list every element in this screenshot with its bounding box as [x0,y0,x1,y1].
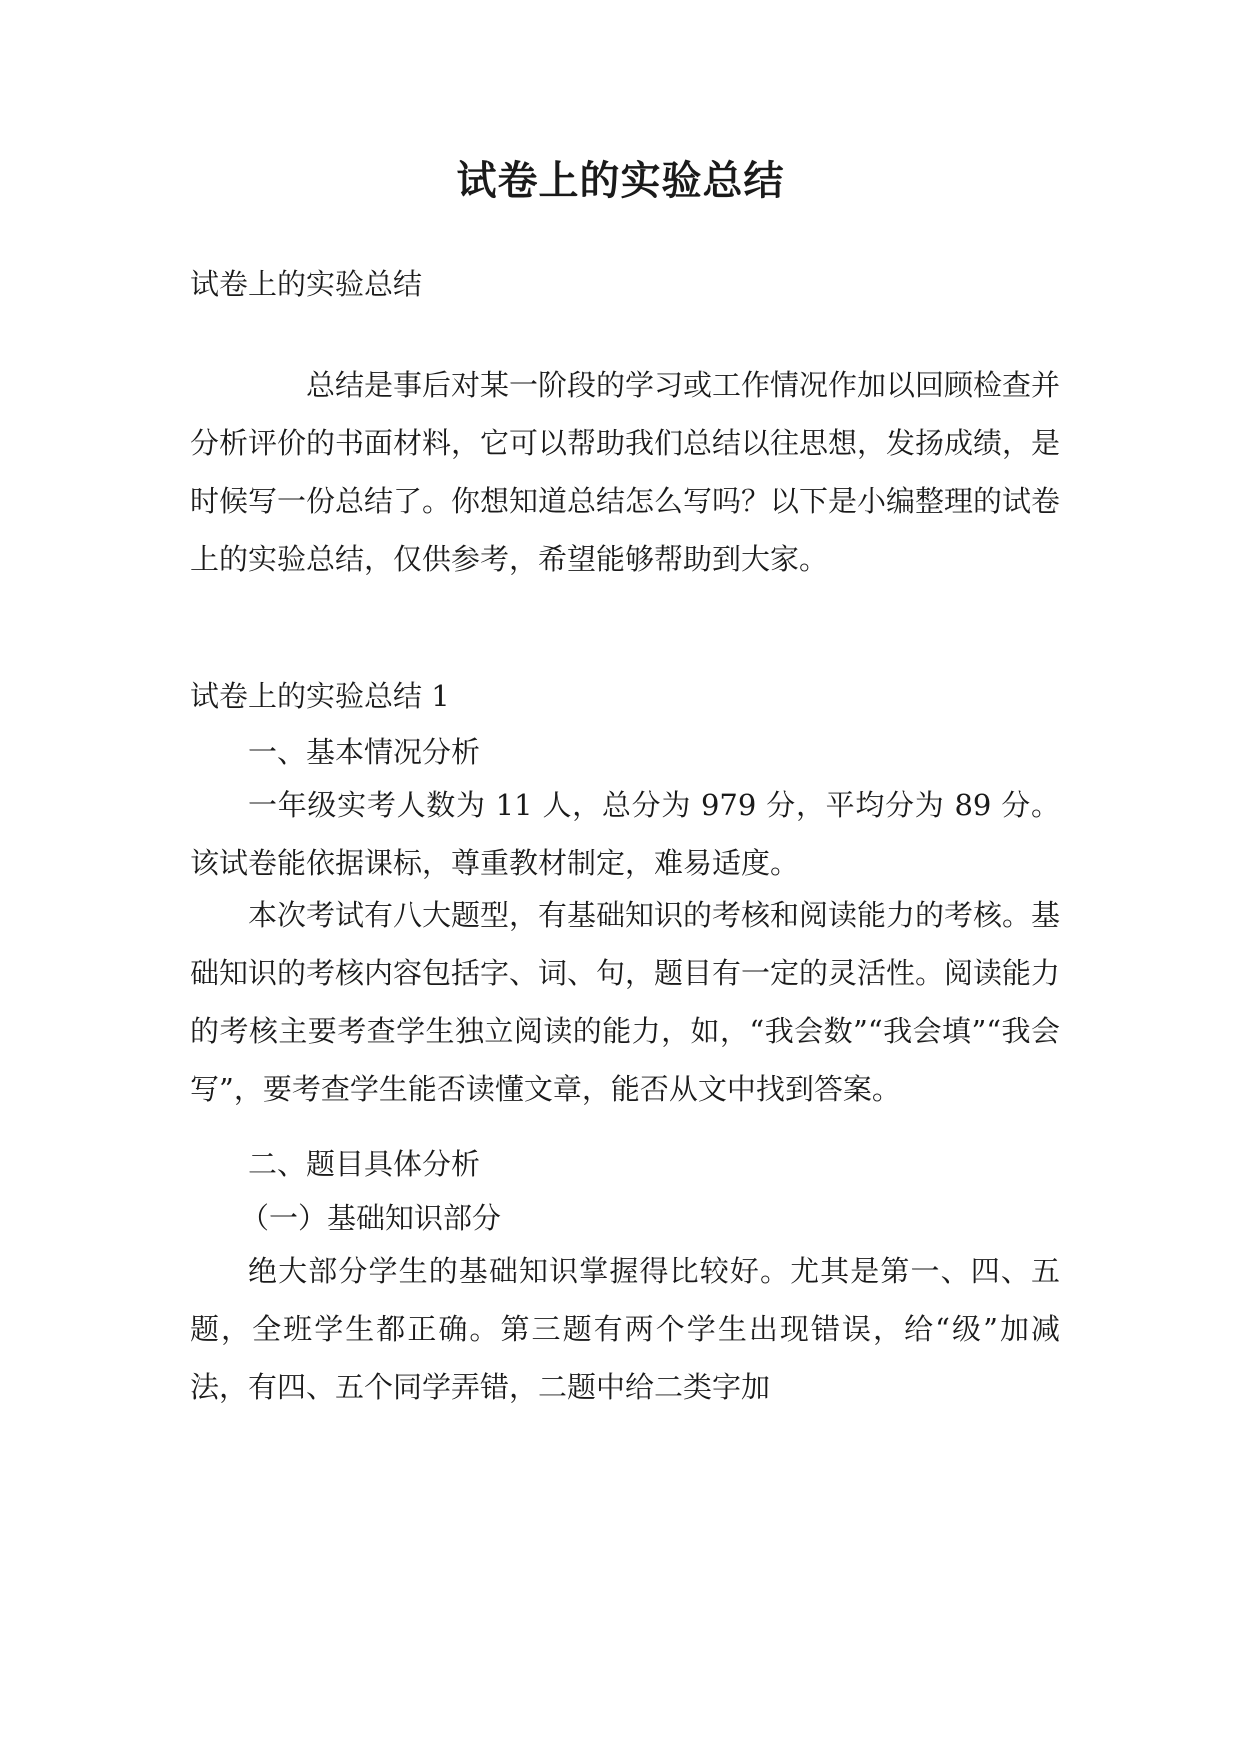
paragraph-basic-knowledge: 绝大部分学生的基础知识掌握得比较好。尤其是第一、四、五题，全班学生都正确。第三题有两个学生出现错误，给“级”加减法，有四、五个同学弄错，二题中给二类字加 [190,1254,1060,1404]
heading-basic-analysis: 一、基本情况分析 [248,735,481,769]
document-subtitle: 试卷上的实验总结 [190,267,423,301]
section-title: 试卷上的实验总结 1 [190,679,450,713]
intro-paragraph: 总结是事后对某一阶段的学习或工作情况作加以回顾检查并分析评价的书面材料，它可以帮助我们总结以往思想，发扬成绩，是时候写一份总结了。你想知道总结怎么写吗？以下是小编整理的试卷上的实验总结，仅供参考，希望能够帮助到大家。 [190,368,1061,576]
paragraph-question-types: 本次考试有八大题型，有基础知识的考核和阅读能力的考核。基础知识的考核内容包括字、词、句，题目有一定的灵活性。阅读能力的考核主要考查学生独立阅读的能力，如，“我会数”“我会填”“我会写”，要考查学生能否读懂文章，能否从文中找到答案。 [190,898,1061,1106]
paragraph-exam-stats: 一年级实考人数为 11 人，总分为 979 分，平均分为 89 分。该试卷能依据课标，尊重教材制定，难易适度。 [190,788,1060,880]
document-title: 试卷上的实验总结 [456,157,785,204]
heading-question-analysis: 二、题目具体分析 [248,1147,481,1181]
subheading-basic-knowledge: （一）基础知识部分 [240,1201,502,1235]
